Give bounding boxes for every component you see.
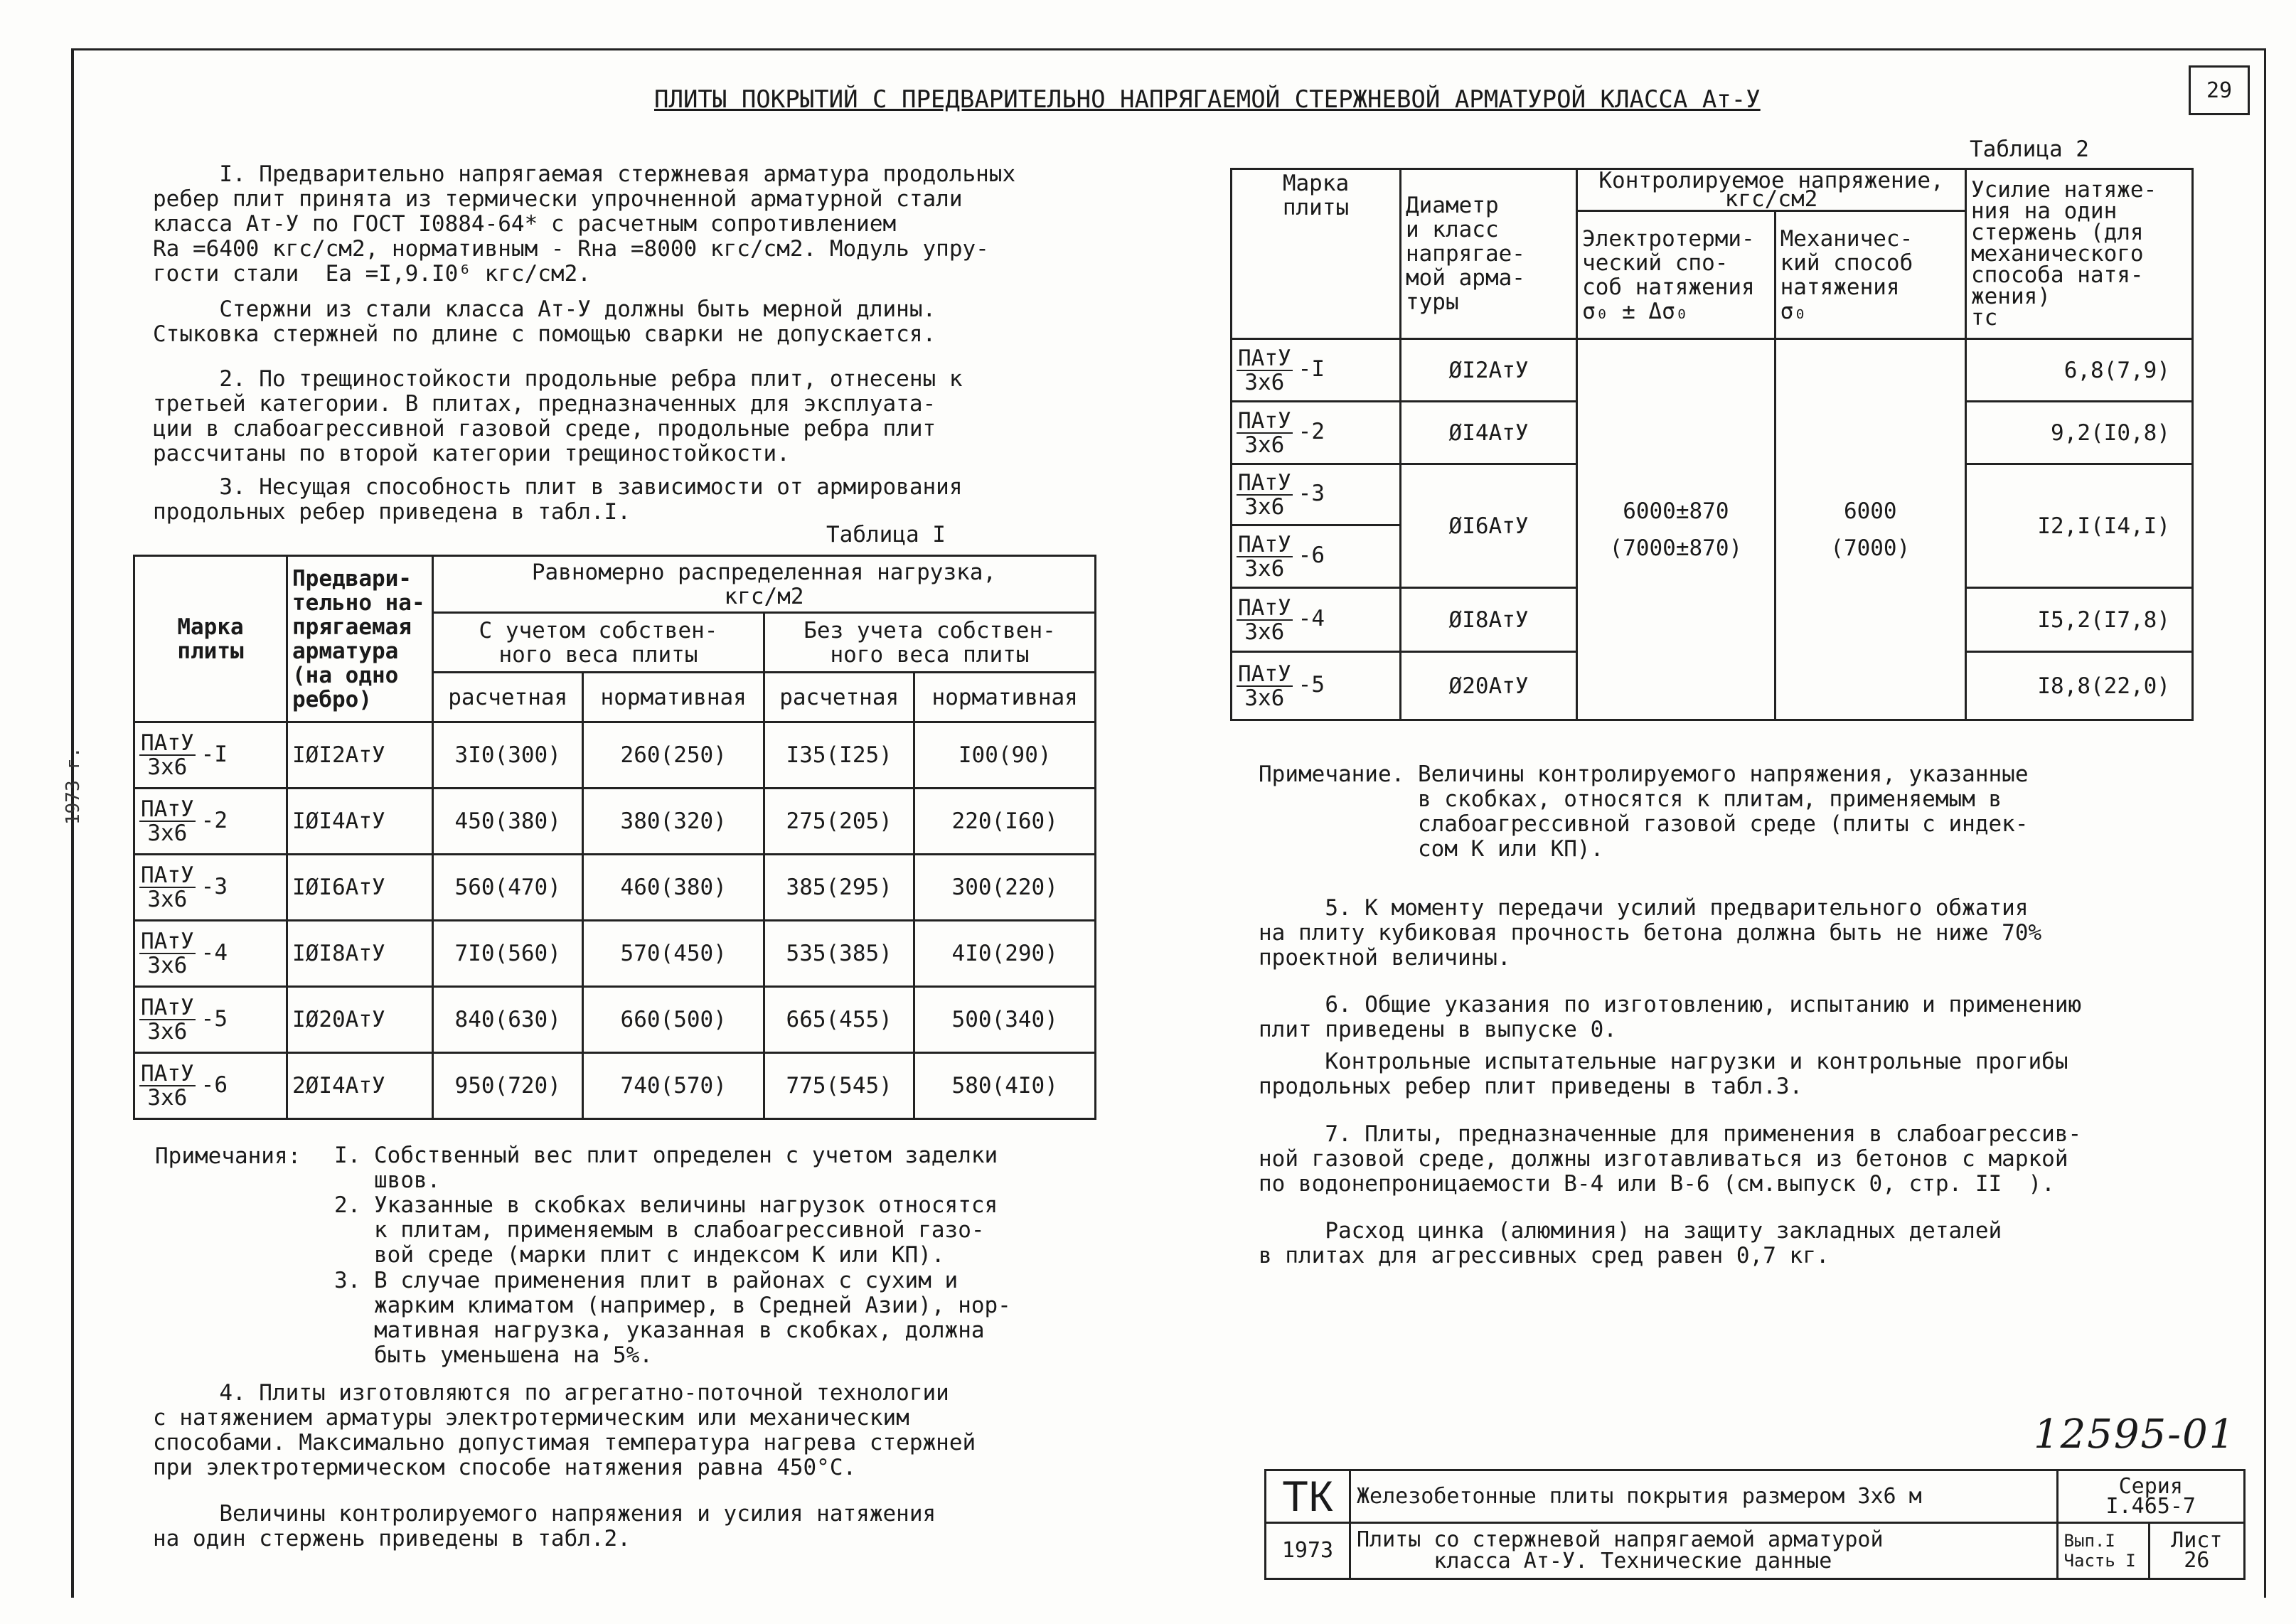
- plate-mark-fraction: [1237, 471, 1293, 518]
- plate-mark-suffix: -3: [1298, 481, 1325, 506]
- norm-load-without-weight: 580(4I0): [914, 1053, 1096, 1119]
- mechanical-stress: 6000 (7000): [1775, 339, 1965, 720]
- plate-mark: [1232, 588, 1401, 652]
- note-2: 2. Указанные в скобках величины нагрузок относятся к плитам, применяемым в слабоагрессивной газо- вой среде (марки плит с индексом К или КП).: [334, 1192, 998, 1268]
- table2-note: Примечание. Величины контролируемого напряжения, указанные в скобках, относятся к плитам, применяемым в слабоагрессивной газовой среде (плиты с индек- сом К или КП).: [1259, 762, 2029, 862]
- calc-load-without-weight: 385(295): [764, 855, 914, 921]
- plate-mark-code: ПАтУ: [1238, 661, 1291, 687]
- paragraph-5: 5. К моменту передачи усилий предварительного обжатия на плиту кубиковая прочность бетона должна быть не ниже 70% проектной величины.: [1259, 895, 2042, 971]
- stamp-line1: Железобетонные плиты покрытия размером 3х6 м: [1350, 1470, 2058, 1523]
- plate-mark-suffix: -I: [201, 741, 228, 767]
- plate-mark-suffix: -3: [201, 873, 228, 899]
- paragraph-control-loads: Контрольные испытательные нагрузки и контрольные прогибы продольных ребер плит приведены в табл.3.: [1259, 1049, 2068, 1099]
- plate-mark-code: ПАтУ: [141, 929, 194, 954]
- calc-load-with-weight: 560(470): [433, 855, 583, 921]
- plate-mark-suffix: -2: [1298, 419, 1325, 444]
- plate-mark-code: ПАтУ: [1238, 531, 1291, 557]
- stamp-line2: Плиты со стержневой напрягаемой арматурой класса Ат-У. Технические данные: [1350, 1523, 2058, 1579]
- plate-mark: [1232, 402, 1401, 464]
- norm-load-with-weight: 740(570): [583, 1053, 764, 1119]
- plate-mark: [134, 921, 287, 987]
- paragraph-3: 3. Несущая способность плит в зависимости от армирования продольных ребер приведена в табл.I.: [153, 474, 963, 525]
- plate-mark-size: 3х6: [1244, 685, 1285, 711]
- plate-mark-size: 3х6: [1244, 555, 1285, 582]
- diameter-cell: Ø20АтУ: [1400, 652, 1576, 720]
- table-1: [133, 555, 1096, 1120]
- plate-mark-fraction: [1237, 663, 1293, 710]
- table-row: [1232, 339, 2193, 402]
- plate-mark-fraction: [1237, 594, 1293, 645]
- plate-mark-size: 3х6: [1244, 369, 1285, 395]
- plate-mark: [1232, 339, 1401, 402]
- reinforcement-cell: IØI4АтУ: [287, 789, 433, 855]
- norm-load-with-weight: 570(450): [583, 921, 764, 987]
- plate-mark-code: ПАтУ: [1238, 594, 1291, 621]
- t2-header-ctrl: Контролируемое напряжение, кгс/см2: [1577, 169, 1966, 211]
- calc-load-without-weight: 275(205): [764, 789, 914, 855]
- tension-force: I2,I(I4,I): [1965, 464, 2192, 588]
- plate-mark-size: 3х6: [1244, 493, 1285, 520]
- plate-mark: [1232, 652, 1401, 720]
- plate-mark-suffix: -4: [201, 939, 228, 966]
- plate-mark: [134, 855, 287, 921]
- plate-mark-size: 3х6: [147, 1019, 188, 1045]
- plate-mark-fraction: [139, 930, 196, 977]
- paragraph-1: I. Предварительно напрягаемая стержневая арматура продольных ребер плит принята из термически упрочненной арматурной стали класса Ат-У по ГОСТ I0884-64* с расчетным сопротивлением Rа =6400 кгс/см2, нормативным - Rнa =8000 кгс/см2. Модуль упру- гости стали Eа =I,9.I0⁶ кгс/см2.: [153, 161, 1016, 287]
- norm-load-without-weight: 220(I60): [914, 789, 1096, 855]
- plate-mark-fraction: [1237, 347, 1293, 394]
- reinforcement-cell: IØI8АтУ: [287, 921, 433, 987]
- paragraph-4: 4. Плиты изготовляются по агрегатно-поточной технологии с натяжением арматуры электротермическим или механическим способами. Максимально допустимая температура нагрева стержней при электротермическом способе натяжения равна 450°С.: [153, 1380, 976, 1480]
- plate-mark: [1232, 464, 1401, 525]
- diameter-cell: ØI4АтУ: [1400, 402, 1576, 464]
- plate-mark-code: ПАтУ: [141, 995, 194, 1020]
- stamp-series-label: Серия: [2118, 1473, 2183, 1499]
- tension-force: 9,2(I0,8): [1965, 402, 2192, 464]
- plate-mark-fraction: [1237, 407, 1293, 458]
- plate-mark-suffix: -6: [1298, 543, 1325, 568]
- paragraph-rods: Стержни из стали класса Ат-У должны быть мерной длины. Стыковка стержней по длине с помощью сварки не допускается.: [153, 297, 936, 347]
- t2-header-electro: Электротерми- ческий спо- соб натяжения σ₀ ± Δσ₀: [1577, 211, 1776, 339]
- paragraph-2: 2. По трещиностойкости продольные ребра плит, отнесены к третьей категории. В плитах, предназначенных для эксплуата- ции в слабоагрессивной газовой среде, продольные ребра плит рассчитаны по второй категории трещиностойкости.: [153, 366, 963, 466]
- reinforcement-cell: IØI6АтУ: [287, 855, 433, 921]
- norm-load-without-weight: 4I0(290): [914, 921, 1096, 987]
- table-2: [1230, 168, 2194, 721]
- t1-header-calc2: расчетная: [764, 673, 914, 722]
- stamp-vyp: Вып.I Часть I: [2057, 1523, 2149, 1579]
- paragraph-6: 6. Общие указания по изготовлению, испытанию и применению плит приведены в выпуске 0.: [1259, 992, 2082, 1042]
- norm-load-without-weight: I00(90): [914, 722, 1096, 789]
- calc-load-with-weight: 7I0(560): [433, 921, 583, 987]
- stamp-series-value: I.465-7: [2105, 1493, 2196, 1519]
- paragraph-tension: Величины контролируемого напряжения и усилия натяжения на один стержень приведены в табл.2.: [153, 1501, 936, 1551]
- norm-load-without-weight: 500(340): [914, 987, 1096, 1053]
- plate-mark-suffix: -6: [201, 1072, 228, 1098]
- tension-force: I5,2(I7,8): [1965, 588, 2192, 652]
- plate-mark-fraction: [139, 732, 196, 779]
- diameter-cell: ØI6АтУ: [1400, 464, 1576, 588]
- plate-mark-fraction: [139, 798, 196, 845]
- diameter-cell: ØI2АтУ: [1400, 339, 1576, 402]
- handwritten-number: 12595-01: [2034, 1411, 2236, 1458]
- t1-header-with: С учетом собствен- ного веса плиты: [433, 613, 764, 673]
- table2-caption: Таблица 2: [1970, 137, 2089, 162]
- paragraph-7: 7. Плиты, предназначенные для применения в слабоагрессив- ной газовой среде, должны изготавливаться из бетонов с маркой по водонепроницаемости В-4 или В-6 (см.выпуск 0, стр. II ).: [1259, 1121, 2082, 1197]
- plate-mark-fraction: [139, 1062, 196, 1109]
- t1-header-calc1: расчетная: [433, 673, 583, 722]
- plate-mark-suffix: -2: [201, 807, 228, 833]
- reinforcement-cell: IØI2АтУ: [287, 722, 433, 789]
- plate-mark: [134, 722, 287, 789]
- table-row: [134, 722, 1096, 789]
- plate-mark-size: 3х6: [1244, 619, 1285, 645]
- plate-mark-fraction: [1237, 533, 1293, 580]
- plate-mark: [134, 987, 287, 1053]
- plate-mark-code: ПАтУ: [141, 796, 194, 822]
- plate-mark-suffix: -5: [201, 1005, 228, 1032]
- plate-mark-code: ПАтУ: [1238, 345, 1291, 371]
- calc-load-without-weight: 665(455): [764, 987, 914, 1053]
- paragraph-zinc: Расход цинка (алюминия) на защиту закладных деталей в плитах для агрессивных сред равен 0,7 кг.: [1259, 1218, 2002, 1268]
- calc-load-with-weight: 3I0(300): [433, 722, 583, 789]
- reinforcement-cell: IØ20АтУ: [287, 987, 433, 1053]
- plate-mark: [1232, 525, 1401, 588]
- tension-force: 6,8(7,9): [1965, 339, 2192, 402]
- table1-caption: Таблица I: [826, 522, 946, 547]
- electrothermal-stress: 6000±870 (7000±870): [1577, 339, 1776, 720]
- plate-mark-code: ПАтУ: [1238, 407, 1291, 434]
- plate-mark: [134, 1053, 287, 1119]
- plate-mark-code: ПАтУ: [141, 862, 194, 888]
- notes-label: Примечания:: [155, 1143, 301, 1169]
- t1-header-mark: Марка плиты: [134, 556, 287, 722]
- norm-load-with-weight: 380(320): [583, 789, 764, 855]
- plate-mark: [134, 789, 287, 855]
- plate-mark-suffix: -4: [1298, 606, 1325, 631]
- plate-mark-size: 3х6: [147, 887, 188, 912]
- plate-mark-fraction: [139, 864, 196, 911]
- reinforcement-cell: 2ØI4АтУ: [287, 1053, 433, 1119]
- t1-header-norm2: нормативная: [914, 673, 1096, 722]
- norm-load-with-weight: 260(250): [583, 722, 764, 789]
- plate-mark-suffix: -5: [1298, 672, 1325, 698]
- diameter-cell: ØI8АтУ: [1400, 588, 1576, 652]
- table-row: [134, 987, 1096, 1053]
- plate-mark-size: 3х6: [147, 754, 188, 780]
- page-title: ПЛИТЫ ПОКРЫТИЙ С ПРЕДВАРИТЕЛЬНО НАПРЯГАЕМОЙ СТЕРЖНЕВОЙ АРМАТУРОЙ КЛАССА Ат-У: [654, 85, 1761, 114]
- calc-load-without-weight: I35(I25): [764, 722, 914, 789]
- note-1: I. Собственный вес плит определен с учетом заделки швов.: [334, 1143, 998, 1193]
- plate-mark-size: 3х6: [1244, 432, 1285, 458]
- plate-mark-code: ПАтУ: [141, 730, 194, 756]
- stamp-list-label: Лист: [2171, 1528, 2223, 1554]
- stamp-list-value: 26: [2184, 1548, 2210, 1574]
- table-row: [134, 1053, 1096, 1119]
- plate-mark-suffix: -I: [1298, 356, 1325, 382]
- calc-load-without-weight: 535(385): [764, 921, 914, 987]
- norm-load-without-weight: 300(220): [914, 855, 1096, 921]
- title-block: [1264, 1469, 2246, 1580]
- tension-force: I8,8(22,0): [1965, 652, 2192, 720]
- calc-load-with-weight: 950(720): [433, 1053, 583, 1119]
- t2-header-mark: Марка плиты: [1232, 169, 1401, 339]
- t2-header-mech: Механичес- кий способ натяжения σ₀: [1775, 211, 1965, 339]
- plate-mark-code: ПАтУ: [1238, 469, 1291, 496]
- norm-load-with-weight: 660(500): [583, 987, 764, 1053]
- calc-load-with-weight: 450(380): [433, 789, 583, 855]
- norm-load-with-weight: 460(380): [583, 855, 764, 921]
- plate-mark-size: 3х6: [147, 821, 188, 846]
- page-number: 29: [2189, 65, 2250, 115]
- calc-load-without-weight: 775(545): [764, 1053, 914, 1119]
- table-row: [134, 921, 1096, 987]
- t1-header-load: Равномерно распределенная нагрузка, кгс/м2: [433, 556, 1096, 613]
- calc-load-with-weight: 840(630): [433, 987, 583, 1053]
- plate-mark-code: ПАтУ: [141, 1061, 194, 1086]
- plate-mark-size: 3х6: [147, 1085, 188, 1111]
- t2-header-force: Усилие натяже- ния на один стержень (для механического способа натя- жения) тс: [1965, 169, 2192, 339]
- table-row: [134, 855, 1096, 921]
- stamp-year: 1973: [1266, 1523, 1350, 1579]
- table-row: [134, 789, 1096, 855]
- stamp-tk: ТК: [1266, 1470, 1350, 1523]
- t2-header-diam: Диаметр и класс напрягае- мой арма- туры: [1400, 169, 1576, 339]
- side-note: 1973 г.: [63, 747, 84, 825]
- plate-mark-size: 3х6: [147, 953, 188, 978]
- t1-header-norm1: нормативная: [583, 673, 764, 722]
- plate-mark-fraction: [139, 996, 196, 1043]
- note-3: 3. В случае применения плит в районах с сухим и жарким климатом (например, в Средней Азии), нор- мативная нагрузка, указанная в скобках, должна быть уменьшена на 5%.: [334, 1268, 1011, 1368]
- t1-header-without: Без учета собствен- ного веса плиты: [764, 613, 1095, 673]
- t1-header-arm: Предвари- тельно на- прягаемая арматура (на одно ребро): [287, 556, 433, 722]
